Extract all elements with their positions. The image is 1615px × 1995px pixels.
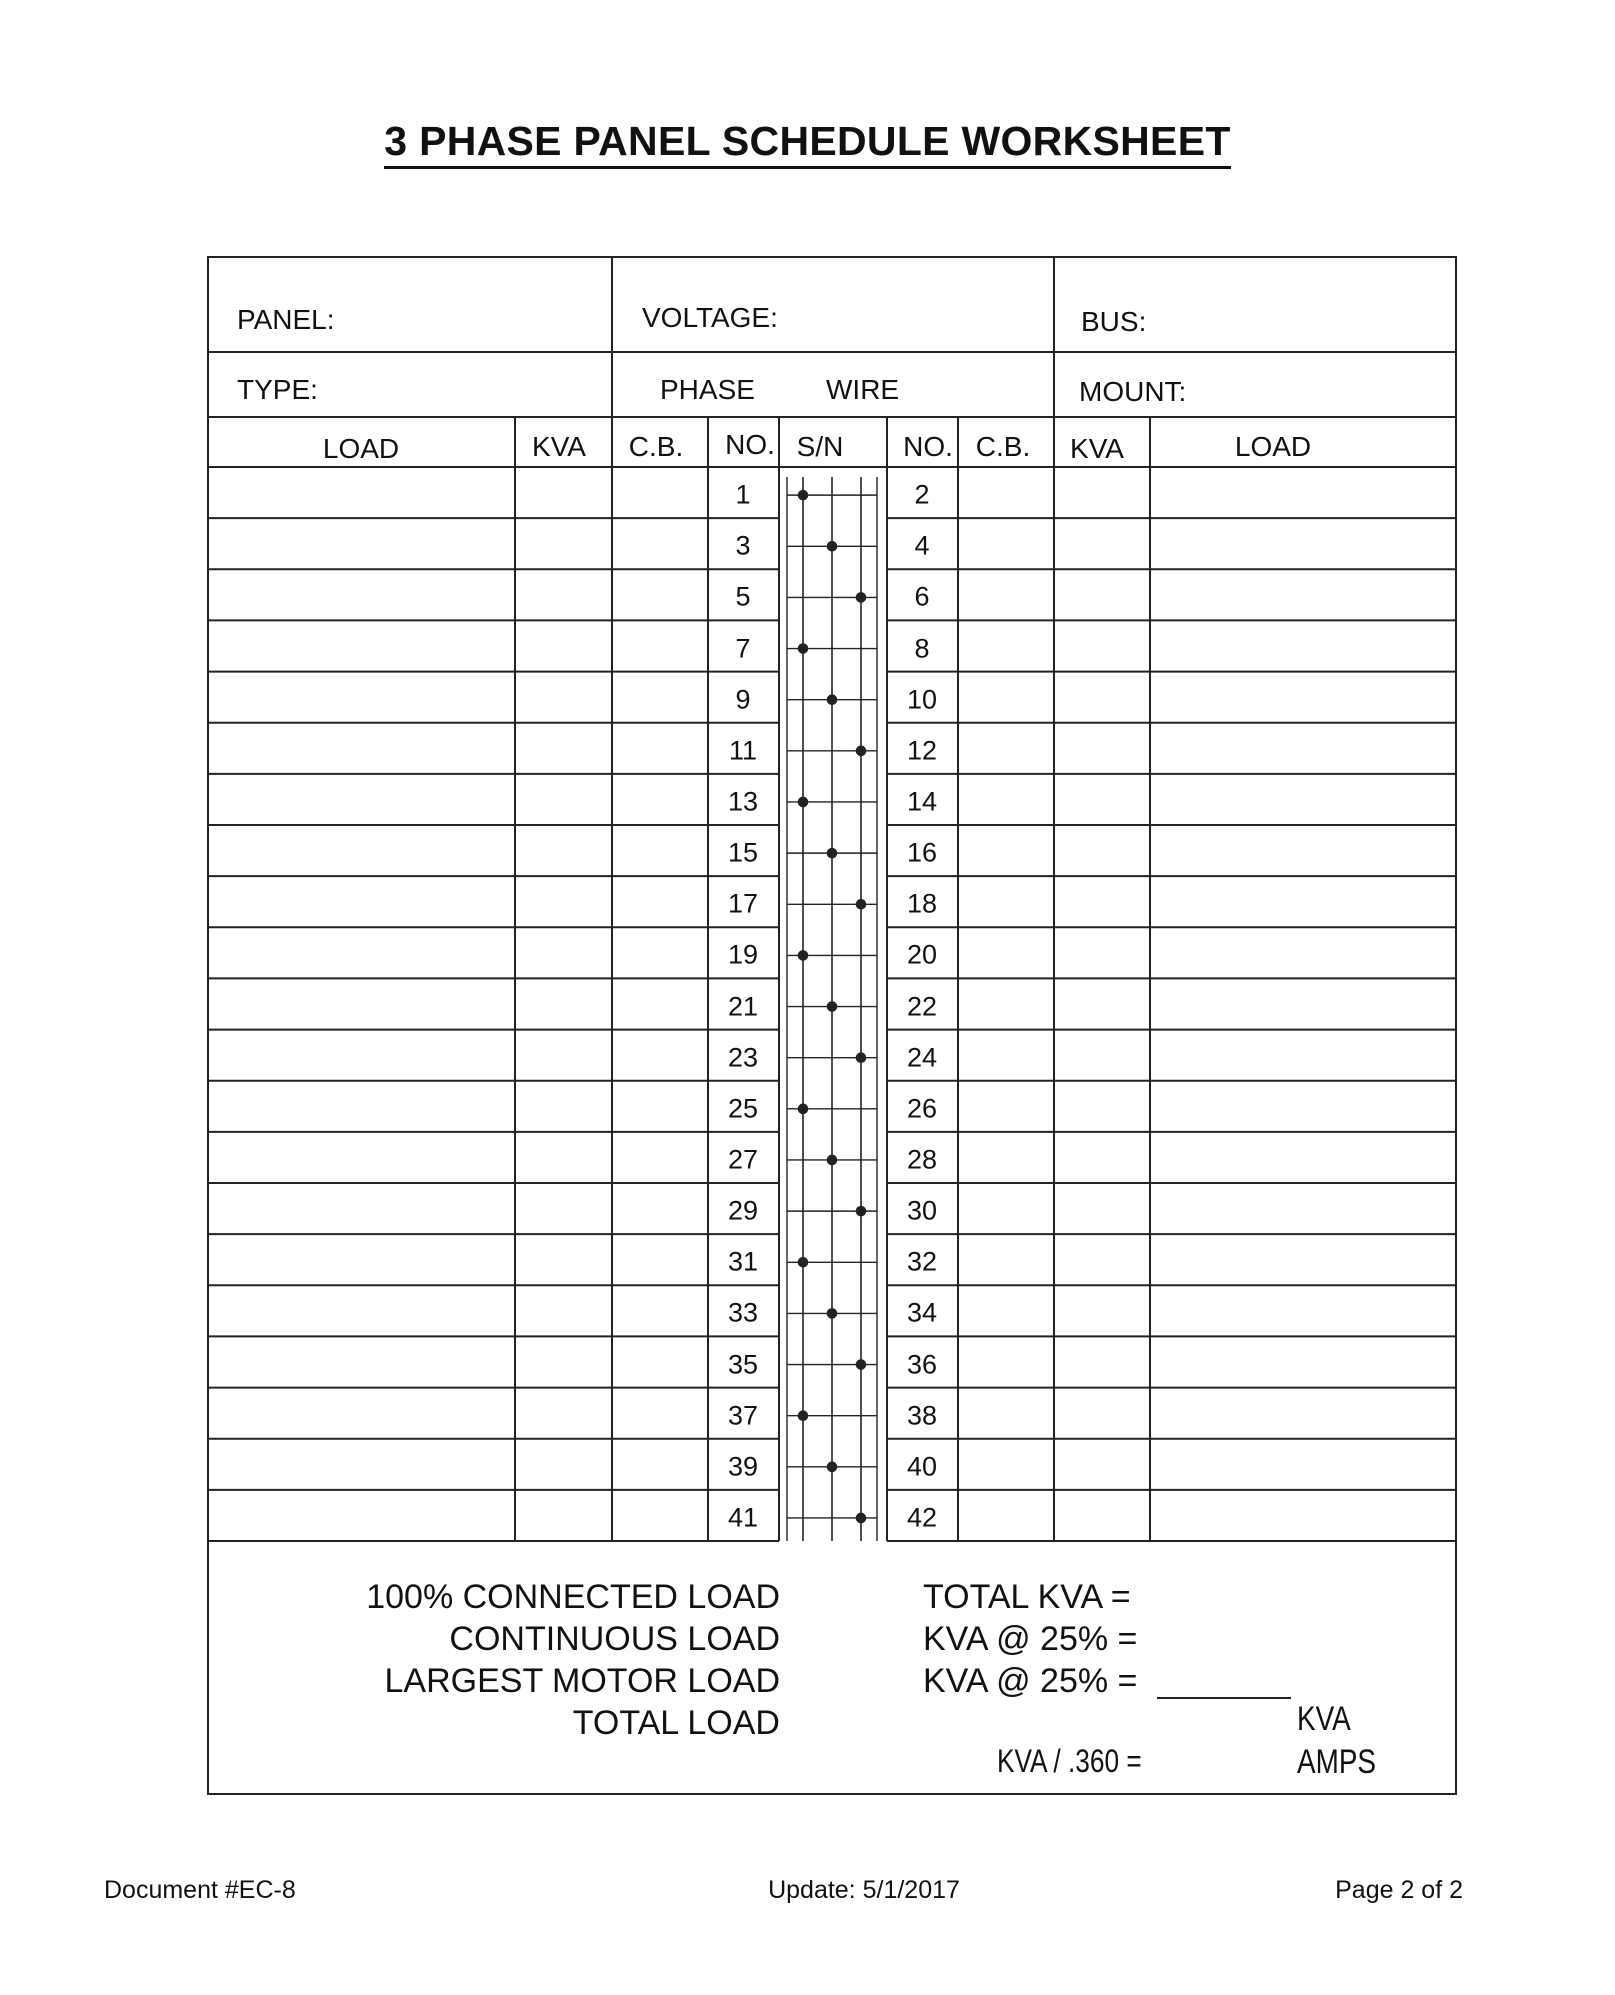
circuit-number-left: 1 [735,479,751,510]
phase-connection-dot [857,900,866,909]
phase-connection-dot [799,644,808,653]
circuit-number-left: 41 [727,1502,759,1533]
phase-connection-dot [799,491,808,500]
summary-amps-unit: AMPS [1297,1743,1377,1781]
summary-total-load: TOTAL LOAD [572,1704,780,1742]
column-header-right-kva: KVA [1070,433,1124,464]
phase-connection-dot [828,1462,837,1471]
column-header-left-no: NO. [725,429,775,460]
circuit-number-left: 19 [727,939,759,970]
circuit-number-right: 30 [906,1195,938,1226]
phase-connection-dot [799,797,808,806]
circuit-number-left: 3 [735,530,751,561]
circuit-number-left: 37 [727,1400,759,1431]
circuit-number-left: 27 [727,1144,759,1175]
summary-total-kva: TOTAL KVA = [923,1578,1131,1616]
circuit-number-right: 24 [906,1042,938,1073]
phase-connection-dot [857,1053,866,1062]
panel-label: PANEL: [237,304,335,335]
bus-label: BUS: [1081,306,1147,337]
circuit-number-right: 2 [914,479,930,510]
circuit-number-left: 33 [727,1297,759,1328]
phase-connection-dot [857,1207,866,1216]
circuit-number-left: 15 [727,837,759,868]
circuit-number-right: 34 [906,1297,938,1328]
column-header-left-cb: C.B. [628,431,684,462]
circuit-number-right: 14 [906,786,938,817]
circuit-number-right: 6 [914,581,930,612]
summary-kva-25-continuous: KVA @ 25% = [923,1620,1138,1658]
phase-connection-dot [857,746,866,755]
circuit-number-left: 25 [727,1093,759,1124]
circuit-number-right: 26 [906,1093,938,1124]
column-header-left-kva: KVA [532,431,586,462]
phase-connection-dot [857,1513,866,1522]
circuit-number-left: 35 [727,1349,759,1380]
circuit-number-right: 40 [906,1451,938,1482]
column-header-sn: S/N [796,431,844,462]
circuit-number-left: 39 [727,1451,759,1482]
circuit-number-left: 11 [728,735,758,766]
circuit-number-left: 9 [735,684,751,715]
total-kva-blank-line [1157,1697,1291,1699]
phase-connection-dot [828,849,837,858]
phase-connection-dot [828,1155,837,1164]
circuit-number-right: 8 [914,633,930,664]
phase-connection-dot [799,951,808,960]
phase-connection-dot [857,593,866,602]
circuit-number-left: 21 [727,991,759,1022]
circuit-number-left: 13 [727,786,759,817]
summary-largest-motor-load: LARGEST MOTOR LOAD [384,1662,780,1700]
circuit-number-right: 36 [906,1349,938,1380]
circuit-number-left: 29 [727,1195,759,1226]
summary-kva-25-motor: KVA @ 25% = [923,1662,1138,1700]
phase-connection-dot [828,542,837,551]
phase-connection-dot [828,695,837,704]
circuit-number-left: 5 [735,581,751,612]
circuit-number-right: 10 [906,684,938,715]
wire-label: WIRE [826,374,900,405]
column-header-left-load: LOAD [322,433,400,464]
phase-connection-dot [799,1411,808,1420]
circuit-number-right: 42 [906,1502,938,1533]
circuit-number-right: 4 [914,530,930,561]
circuit-number-left: 7 [735,633,751,664]
circuit-number-right: 38 [906,1400,938,1431]
circuit-number-left: 23 [727,1042,759,1073]
circuit-number-right: 22 [906,991,938,1022]
phase-label: PHASE [660,374,755,405]
footer-update-date: Update: 5/1/2017 [768,1876,960,1904]
circuit-number-right: 18 [906,888,938,919]
circuit-number-right: 16 [906,837,938,868]
summary-kva-div: KVA / .360 = [997,1743,1142,1779]
column-header-right-no: NO. [903,431,953,462]
circuit-number-right: 12 [906,735,938,766]
phase-connection-dot [857,1360,866,1369]
type-label: TYPE: [237,374,318,405]
footer-document-number: Document #EC-8 [104,1876,296,1904]
summary-continuous-load: CONTINUOUS LOAD [449,1620,780,1658]
footer-page-number: Page 2 of 2 [1335,1876,1463,1904]
circuit-number-right: 28 [906,1144,938,1175]
circuit-number-right: 32 [906,1246,938,1277]
summary-kva-unit: KVA [1297,1700,1351,1738]
circuit-number-left: 31 [727,1246,759,1277]
title-text: 3 PHASE PANEL SCHEDULE WORKSHEET [384,118,1230,169]
mount-label: MOUNT: [1079,376,1187,407]
phase-connection-dot [828,1309,837,1318]
summary-connected-load: 100% CONNECTED LOAD [366,1578,780,1616]
phase-connection-dot [799,1258,808,1267]
circuit-number-right: 20 [906,939,938,970]
circuit-number-left: 17 [727,888,759,919]
phase-connection-dot [799,1104,808,1113]
column-header-right-cb: C.B. [975,431,1031,462]
phase-connection-dot [828,1002,837,1011]
voltage-label: VOLTAGE: [642,302,778,333]
column-header-right-load: LOAD [1234,431,1312,462]
